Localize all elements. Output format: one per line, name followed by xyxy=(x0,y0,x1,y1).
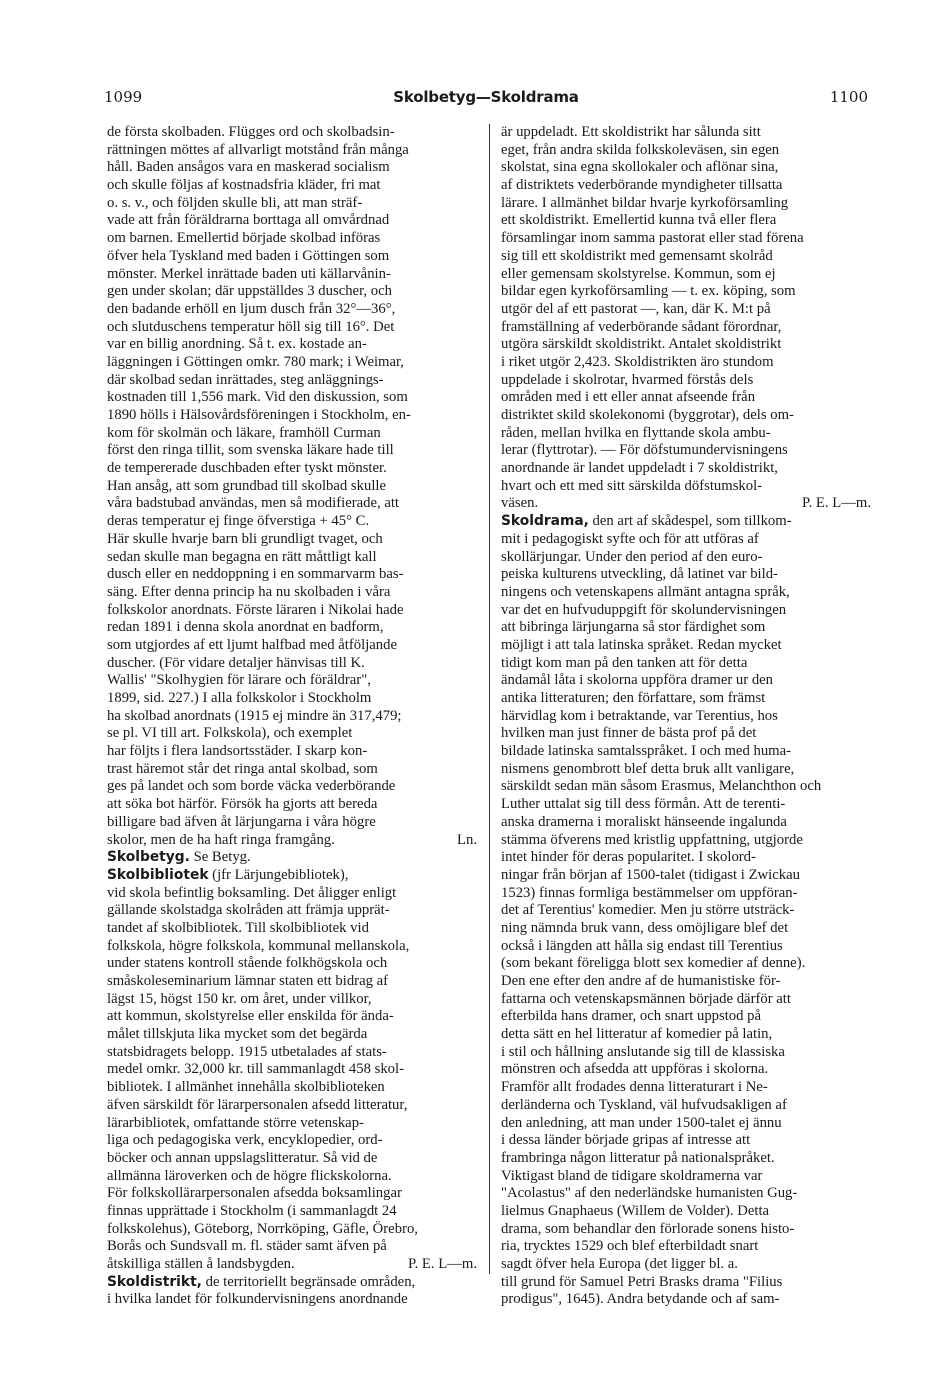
left-column-line xyxy=(107,973,477,991)
right-column-line xyxy=(501,248,871,266)
right-column-line xyxy=(501,1221,871,1239)
left-column-line xyxy=(107,1221,477,1239)
right-column-line xyxy=(501,814,871,832)
text-line: Han ansåg, att som grundbad till skolbad skulle xyxy=(107,477,387,494)
text-line: derländerna och Tyskland, väl hufvudsakligen af xyxy=(501,1096,787,1113)
text-line: Framför allt frodades denna litteraturart i Ne- xyxy=(501,1079,768,1096)
right-column-line xyxy=(501,1026,871,1044)
text-line: säng. Efter denna princip ha nu skolbaden i våra xyxy=(107,583,391,600)
left-column-line xyxy=(107,1274,477,1292)
text-line: håll. Baden ansågos vara en maskerad socialism xyxy=(107,159,390,176)
text-line: åtskilliga ställen å landsbygden. xyxy=(107,1256,295,1272)
left-column-line xyxy=(107,1168,477,1186)
left-column-line xyxy=(107,389,477,407)
text-line: den badande erhöll en ljum dusch från 32°—36°, xyxy=(107,300,396,317)
text-line: rättningen möttes af allvarligt motstånd från många xyxy=(107,141,409,158)
left-column-line xyxy=(107,761,477,779)
right-column-line xyxy=(501,1061,871,1079)
text-line: där skolbad sedan inrättades, steg anläggnings- xyxy=(107,371,384,388)
right-column-line xyxy=(501,407,871,425)
left-column-line xyxy=(107,1256,477,1274)
right-column-line xyxy=(501,743,871,761)
left-column-line xyxy=(107,230,477,248)
text-line: Luther uttalat sig till dess förmån. Att de terenti- xyxy=(501,796,786,813)
text-line: ria, trycktes 1529 och blef efterbildadt snart xyxy=(501,1238,759,1255)
right-column-line xyxy=(501,761,871,779)
text-line: har följts i flera landsortsstäder. I skarp kon- xyxy=(107,743,368,760)
entry-headword: Skolbibliotek xyxy=(107,866,209,883)
right-column xyxy=(501,124,871,1309)
text-line: församlingar inom samma pastorat eller stad förena xyxy=(501,230,804,247)
text-line: råden, mellan hvilka en flyttande skola ambu- xyxy=(501,424,771,441)
text-line: öfver hela Tyskland med baden i Göttingen som xyxy=(107,247,390,264)
text-line: allmänna läroverken och de högre flickskolorna. xyxy=(107,1167,392,1184)
right-column-line xyxy=(501,778,871,796)
left-column-line xyxy=(107,425,477,443)
text-line: trast häremot står det ringa antal skolbad, som xyxy=(107,760,378,777)
text-line: Den ene efter den andre af de humanistiske för- xyxy=(501,973,781,989)
text-line: tidigt kom man på den tanken att för detta xyxy=(501,654,748,671)
text-line: prodigus", 1645). Andra betydande och af sam- xyxy=(501,1291,780,1308)
text-line: och slutduschens temperatur höll sig till 16°. Det xyxy=(107,318,395,335)
column-divider xyxy=(489,124,490,1274)
text-line: Skoldistrikt, de territoriellt begränsade områden, xyxy=(107,1273,416,1290)
left-column-line xyxy=(107,531,477,549)
left-column-line xyxy=(107,814,477,832)
left-column-line xyxy=(107,955,477,973)
text-line: folkskola, högre folkskola, kommunal mellanskola, xyxy=(107,937,410,954)
right-column-line xyxy=(501,354,871,372)
left-column-line xyxy=(107,212,477,230)
left-column-line xyxy=(107,177,477,195)
text-line: lielmus Gnaphaeus (Willem de Volder). Detta xyxy=(501,1202,770,1219)
text-line: "Acolastus" af den nederländske humanisten Gug- xyxy=(501,1185,798,1202)
right-column-line xyxy=(501,230,871,248)
text-line: möjligt i att tala latinska språket. Redan mycket xyxy=(501,636,782,653)
right-column-line xyxy=(501,1274,871,1292)
left-column-line xyxy=(107,549,477,567)
left-column-line xyxy=(107,407,477,425)
left-column-line xyxy=(107,566,477,584)
text-line: till grund för Samuel Petri Brasks drama "Filius xyxy=(501,1273,783,1290)
left-column-line xyxy=(107,602,477,620)
right-column-line xyxy=(501,1291,871,1309)
text-line: först den ringa tillit, som svenska läkare hade till xyxy=(107,442,394,459)
right-column-line xyxy=(501,142,871,160)
text-line: och skulle följas af kostnadsfria kläder, fri mat xyxy=(107,177,381,194)
right-column-line xyxy=(501,637,871,655)
right-column-line xyxy=(501,973,871,991)
text-line: särskildt sedan män såsom Erasmus, Melanchthon och xyxy=(501,778,822,795)
text-line: folkskolor anordnats. Förste läraren i Nikolai hade xyxy=(107,601,404,618)
right-column-line xyxy=(501,1115,871,1133)
text-line: anska dramerna i moraliskt hänseende ingalunda xyxy=(501,813,787,830)
text-line: kom för skolmän och läkare, framhöll Curman xyxy=(107,424,381,441)
entry-headword: Skoldistrikt, xyxy=(107,1273,202,1290)
text-line: att bibringa lärjungarna så stor färdighet som xyxy=(501,619,766,636)
right-column-line xyxy=(501,460,871,478)
right-column-line xyxy=(501,938,871,956)
right-column-line xyxy=(501,1079,871,1097)
text-line: Borås och Sundsvall m. fl. städer samt äfven på xyxy=(107,1238,387,1255)
text-line: Viktigast bland de tidigare skoldramerna var xyxy=(501,1167,763,1184)
right-column-line xyxy=(501,867,871,885)
right-column-line xyxy=(501,796,871,814)
left-page-number: 1099 xyxy=(104,88,143,106)
right-column-line xyxy=(501,195,871,213)
left-column-line xyxy=(107,619,477,637)
right-column-line xyxy=(501,389,871,407)
right-column-line xyxy=(501,584,871,602)
right-column-line xyxy=(501,602,871,620)
text-line: 1523) finnas formliga bestämmelser om uppföran- xyxy=(501,884,798,901)
text-line: är uppdeladt. Ett skoldistrikt har sålunda sitt xyxy=(501,124,761,140)
text-line: äfven särskildt för lärarpersonalen afsedd litteratur, xyxy=(107,1096,408,1113)
left-column-line xyxy=(107,885,477,903)
page-title: Skolbetyg—Skoldrama xyxy=(393,88,579,106)
text-line: antika litteraturen; den författare, som främst xyxy=(501,690,766,706)
right-column-line xyxy=(501,478,871,496)
left-column-line xyxy=(107,1097,477,1115)
right-column-line xyxy=(501,177,871,195)
entry-headword: Skoldrama, xyxy=(501,513,589,530)
text-line: var det en hufvuduppgift för skolundervisningen xyxy=(501,601,787,618)
text-line: sagdt öfver hela Europa (det ligger bl. a. xyxy=(501,1256,738,1272)
right-column-line xyxy=(501,495,871,513)
text-line: dusch eller en neddoppning i en sommarvarm bas- xyxy=(107,566,404,583)
text-line: eget, från andra skilda folkskoleväsen, sin egen xyxy=(501,141,780,158)
right-column-line xyxy=(501,708,871,726)
text-line: drama, som behandlar den förlorade sonens histo- xyxy=(501,1220,795,1237)
left-column-line xyxy=(107,690,477,708)
left-column-line xyxy=(107,460,477,478)
text-line: gen under skolan; där uppställdes 3 duscher, och xyxy=(107,283,392,300)
text-line: också i längden att hålla sig endast till Terentius xyxy=(501,937,783,954)
right-column-line xyxy=(501,619,871,637)
left-column-line xyxy=(107,319,477,337)
left-column-line xyxy=(107,1061,477,1079)
text-line: finnas upprättade i Stockholm (i sammanlagdt 24 xyxy=(107,1202,397,1219)
author-signature: P. E. L—m. xyxy=(802,495,871,512)
left-column-line xyxy=(107,442,477,460)
text-line: bibliotek. I allmänhet innehålla skolbiblioteken xyxy=(107,1079,385,1096)
text-line: nismens genombrott blef detta bruk allt vanligare, xyxy=(501,760,795,777)
right-column-line xyxy=(501,1150,871,1168)
left-column-line xyxy=(107,1026,477,1044)
left-column-line xyxy=(107,1132,477,1150)
text-line: var en billig anordning. Så t. ex. kostade an- xyxy=(107,336,367,353)
right-column-line xyxy=(501,1185,871,1203)
right-column-line xyxy=(501,531,871,549)
text-line: redan 1891 i denna skola anordnat en badform, xyxy=(107,619,384,636)
text-line: skolstat, sina egna skollokaler och aflönar sina, xyxy=(501,159,779,176)
text-line: liga och pedagogiska verk, encyklopedier, ord- xyxy=(107,1132,383,1149)
right-column-line xyxy=(501,319,871,337)
left-column-line xyxy=(107,1044,477,1062)
text-line: fattarna och vetenskapsmännen började därför att xyxy=(501,990,791,1007)
text-line: tandet af skolbibliotek. Till skolbibliotek vid xyxy=(107,919,369,936)
left-column-line xyxy=(107,195,477,213)
author-signature: P. E. L—m. xyxy=(408,1256,477,1272)
left-column-line xyxy=(107,849,477,867)
right-column-line xyxy=(501,301,871,319)
text-line: ningens och vetenskapens allmänt antagna språk, xyxy=(501,583,790,600)
right-column-line xyxy=(501,1203,871,1221)
left-column-line xyxy=(107,1185,477,1203)
right-column-line xyxy=(501,124,871,142)
text-line: Skolbibliotek (jfr Lärjungebibliotek), xyxy=(107,866,349,883)
right-column-line xyxy=(501,212,871,230)
text-line: ning nämnda bruk vann, dess omöjligare blef det xyxy=(501,919,789,936)
text-line: intet hinder för deras popularitet. I skolord- xyxy=(501,849,756,866)
left-column-line xyxy=(107,159,477,177)
text-line: För folkskollärarpersonalen afsedda boksamlingar xyxy=(107,1185,402,1202)
right-column-line xyxy=(501,1238,871,1256)
right-column-line xyxy=(501,566,871,584)
text-line: hvart och ett med sitt särskilda döfstumskol- xyxy=(501,477,763,494)
left-column-line xyxy=(107,991,477,1009)
text-line: gällande skolstadga skolråden att främja upprät- xyxy=(107,902,390,919)
left-column-line xyxy=(107,778,477,796)
text-line: bildade latinska samtalsspråket. I och med huma- xyxy=(501,743,791,760)
right-column-line xyxy=(501,920,871,938)
text-line: folkskolehus), Göteborg, Norrköping, Gäfle, Örebro, xyxy=(107,1220,418,1237)
text-line: lärare. I allmänhet bildar hvarje kyrkoförsamling xyxy=(501,194,789,211)
text-line: i hvilka landet för folkundervisningens anordnande xyxy=(107,1291,408,1308)
left-column-line xyxy=(107,124,477,142)
right-column-line xyxy=(501,955,871,973)
text-line: anordnande är landet uppdeladt i 7 skoldistrikt, xyxy=(501,460,778,477)
text-line: deras temperatur ej finge öfverstiga + 45° C. xyxy=(107,513,370,530)
left-column-line xyxy=(107,725,477,743)
text-line: skollärjungar. Under den period af den euro- xyxy=(501,548,763,565)
text-line: böcker och annan uppslagslitteratur. Så vid de xyxy=(107,1149,378,1166)
entry-headword: Skolbetyg. xyxy=(107,849,190,866)
right-column-line xyxy=(501,655,871,673)
text-line: se pl. VI till art. Folkskola), och exemplet xyxy=(107,725,353,742)
text-line: utgöra särskildt skoldistrikt. Antalet skoldistrikt xyxy=(501,336,782,353)
text-line: de tempererade duschbaden efter tyskt mönster. xyxy=(107,460,387,477)
text-line: peiska kulturens utveckling, då latinet var bild- xyxy=(501,566,778,583)
left-column-line xyxy=(107,1115,477,1133)
right-column-line xyxy=(501,513,871,531)
text-line: mönster. Merkel inrättade baden uti källarvånin- xyxy=(107,265,391,282)
text-line: ningar från början af 1500-talet (tidigast i Zwickau xyxy=(501,866,800,883)
left-column-line xyxy=(107,743,477,761)
text-line: mit i pedagogiskt syfte och för att utföras af xyxy=(501,530,759,547)
text-line: stämma öfverens med kristlig uppfattning, utgjorde xyxy=(501,831,803,848)
left-column-line xyxy=(107,655,477,673)
text-line: lärarbibliotek, omfattande större vetenskap- xyxy=(107,1114,364,1131)
right-column-line xyxy=(501,902,871,920)
text-line: som utgjordes af ett ljumt halfbad med åtföljande xyxy=(107,636,397,653)
left-column-line xyxy=(107,301,477,319)
left-column-line xyxy=(107,1079,477,1097)
left-column-line xyxy=(107,1291,477,1309)
text-line: (som bekant föreligga blott sex komedier af denne). xyxy=(501,955,806,972)
left-column-line xyxy=(107,938,477,956)
right-column-line xyxy=(501,1132,871,1150)
left-column-line xyxy=(107,248,477,266)
text-line: vade att från föräldrarna borttaga all omvårdnad xyxy=(107,212,390,229)
left-column-line xyxy=(107,708,477,726)
left-column-line xyxy=(107,796,477,814)
right-column-line xyxy=(501,549,871,567)
right-column-line xyxy=(501,336,871,354)
right-column-line xyxy=(501,372,871,390)
text-line: hvilken man just finner de bästa prof på det xyxy=(501,725,757,742)
text-line: i riket utgör 2,423. Skoldistrikten äro stundom xyxy=(501,353,774,370)
text-line: ett skoldistrikt. Emellertid kunna två eller flera xyxy=(501,212,777,229)
text-line: områden med i ett eller annat afseende från xyxy=(501,389,756,406)
right-column-line xyxy=(501,1256,871,1274)
left-column-line xyxy=(107,920,477,938)
right-column-line xyxy=(501,159,871,177)
text-line: billigare bad äfven åt lärjungarna i våra högre xyxy=(107,813,376,830)
text-line: Skolbetyg. Se Betyg. xyxy=(107,849,251,866)
left-column-line xyxy=(107,1203,477,1221)
text-line: 1890 hölls i Hälsovårdsföreningen i Stockholm, en- xyxy=(107,407,411,423)
text-line: väsen. xyxy=(501,495,539,512)
right-page-number: 1100 xyxy=(829,88,868,106)
text-line: våra badstubad användas, men så modifierade, att xyxy=(107,495,400,512)
text-line: den anledning, att man under 1500-talet ej ännu xyxy=(501,1114,782,1131)
text-line: om barnen. Emellertid började skolbad införas xyxy=(107,230,381,247)
left-column-line xyxy=(107,336,477,354)
right-column-line xyxy=(501,690,871,708)
text-line: detta sätt en hel litteratur af komedier på latin, xyxy=(501,1026,773,1043)
text-line: kostnaden till 1,556 mark. Vid den diskussion, som xyxy=(107,389,408,406)
left-column-line xyxy=(107,1238,477,1256)
text-line: lerar (flyttrotar). — För döfstumundervisningens xyxy=(501,442,788,459)
text-line: ha skolbad anordnats (1915 ej mindre än 317,479; xyxy=(107,707,402,724)
right-column-line xyxy=(501,442,871,460)
left-column-line xyxy=(107,637,477,655)
text-line: utgör del af ett pastorat —, kan, där K. M:t på xyxy=(501,300,771,317)
text-line: efterbilda hans dramer, och snart uppstod på xyxy=(501,1008,762,1025)
left-column-line xyxy=(107,867,477,885)
text-line: småskoleseminarium lämnar staten ett bidrag af xyxy=(107,973,389,989)
text-line: af distriktets vederbörande myndigheter tillsatta xyxy=(501,177,783,194)
text-line: att kommun, skolstyrelse eller enskilda för ända- xyxy=(107,1008,394,1025)
right-column-line xyxy=(501,1008,871,1026)
text-line: i dessa länder började gripas af intresse att xyxy=(501,1132,751,1149)
text-line: 1899, sid. 227.) I alla folkskolor i Stockholm xyxy=(107,690,372,706)
text-line: att söka bot härför. Försök ha gjorts att bereda xyxy=(107,796,378,813)
left-column xyxy=(107,124,477,1309)
text-line: skolor, men de ha haft ringa framgång. xyxy=(107,831,335,848)
right-column-line xyxy=(501,991,871,1009)
left-column-line xyxy=(107,672,477,690)
text-line: o. s. v., och följden skulle bli, att man sträf- xyxy=(107,194,363,211)
running-head xyxy=(104,88,868,110)
text-line: målet tillskjuta lika mycket som det begärda xyxy=(107,1026,368,1043)
left-column-line xyxy=(107,495,477,513)
text-line: sig till ett skoldistrikt med gemensamt skolråd xyxy=(501,247,773,264)
right-column-line xyxy=(501,1097,871,1115)
right-column-line xyxy=(501,1168,871,1186)
left-column-line xyxy=(107,372,477,390)
text-line: uppdelade i skolrotar, hvarmed förstås dels xyxy=(501,371,754,388)
text-line: ändamål låta i skolorna uppföra dramer ur den xyxy=(501,672,774,689)
text-line: Här skulle hvarje barn bli grundligt tvaget, och xyxy=(107,530,383,547)
text-line: mönstren och afsedda att uppföras i skolorna. xyxy=(501,1061,769,1078)
text-line: statsbidragets belopp. 1915 utbetalades af stats- xyxy=(107,1043,387,1060)
left-column-line xyxy=(107,584,477,602)
left-column-line xyxy=(107,1150,477,1168)
left-column-line xyxy=(107,832,477,850)
text-line: lägst 15, högst 150 kr. om året, under villkor, xyxy=(107,990,372,1007)
text-line: frambringa någon litteratur på nationalspråket. xyxy=(501,1149,775,1166)
right-column-line xyxy=(501,283,871,301)
text-line: härvidlag kom i betraktande, var Terentius, hos xyxy=(501,707,778,724)
left-column-line xyxy=(107,283,477,301)
left-column-line xyxy=(107,478,477,496)
right-column-line xyxy=(501,725,871,743)
author-signature: Ln. xyxy=(457,831,477,848)
text-line: distriktet skild skolekonomi (byggrotar), dels om- xyxy=(501,407,794,423)
text-line: de första skolbaden. Flügges ord och skolbadsin- xyxy=(107,124,395,140)
right-column-line xyxy=(501,672,871,690)
left-column-line xyxy=(107,513,477,531)
right-column-line xyxy=(501,885,871,903)
right-column-line xyxy=(501,425,871,443)
text-line: läggningen i Göttingen omkr. 780 mark; i Weimar, xyxy=(107,353,404,370)
text-line: Skoldrama, den art af skådespel, som tillkom- xyxy=(501,513,792,530)
left-column-line xyxy=(107,1008,477,1026)
text-line: under statens kontroll stående folkhögskola och xyxy=(107,955,388,972)
text-line: Wallis' "Skolhygien för lärare och föräldrar", xyxy=(107,672,371,689)
text-line: eller gemensam skolstyrelse. Kommun, som ej xyxy=(501,265,776,282)
text-line: duscher. (För vidare detaljer hänvisas till K. xyxy=(107,654,365,671)
text-line: bildar egen kyrkoförsamling — t. ex. köping, som xyxy=(501,283,796,300)
right-column-line xyxy=(501,832,871,850)
left-column-line xyxy=(107,354,477,372)
text-line: framställning af vederbörande sådant förordnar, xyxy=(501,318,782,335)
left-column-line xyxy=(107,266,477,284)
right-column-line xyxy=(501,849,871,867)
left-column-line xyxy=(107,902,477,920)
text-line: vid skola befintlig boksamling. Det åligger enligt xyxy=(107,884,397,901)
left-column-line xyxy=(107,142,477,160)
text-line: medel omkr. 32,000 kr. till sammanlagdt 458 skol- xyxy=(107,1061,404,1078)
text-line: det af Terentius' komedier. Men ju större utsträck- xyxy=(501,902,795,919)
right-column-line xyxy=(501,266,871,284)
text-line: ges på landet och som borde väcka vederbörande xyxy=(107,778,396,795)
right-column-line xyxy=(501,1044,871,1062)
text-line: i stil och hållning anslutande sig till de klassiska xyxy=(501,1043,785,1060)
text-line: sedan skulle man begagna en rätt måttligt kall xyxy=(107,548,377,565)
